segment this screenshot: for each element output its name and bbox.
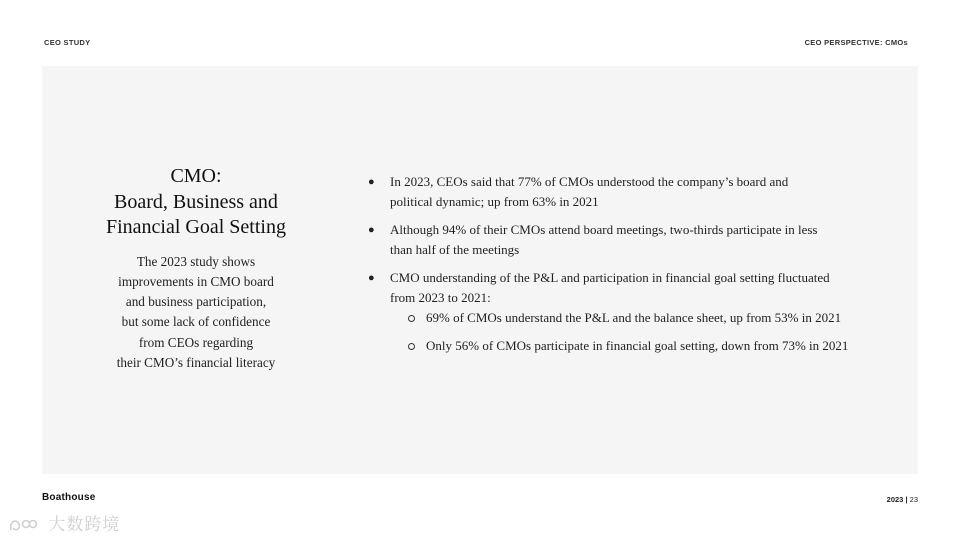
- sub-list-item: [390, 336, 890, 356]
- bullet-icon: ●: [368, 224, 375, 236]
- watermark-text: 大数跨境: [48, 515, 121, 535]
- page-indicator: [887, 495, 918, 504]
- summary-line: and business participation,: [125, 294, 267, 310]
- list-item: [368, 172, 830, 212]
- summary-line: their CMO’s financial literacy: [116, 354, 276, 370]
- sub-bullet-text: Only 56% of CMOs participate in financial goal setting, down from 73% in 2021: [426, 338, 849, 353]
- findings-column: [368, 172, 888, 364]
- findings-list: [368, 172, 888, 356]
- bullet-text: In 2023, CEOs said that 77% of CMOs understood the company’s board and political dynamic; up from 63% in 2021: [390, 174, 789, 209]
- bullet-icon: ●: [368, 272, 375, 284]
- hollow-bullet-icon: [408, 315, 415, 322]
- summary-line: The 2023 study shows: [136, 253, 256, 269]
- list-item: [368, 268, 849, 356]
- sub-list-item: [390, 308, 890, 328]
- bullet-text: Although 94% of their CMOs attend board meetings, two-thirds participate in less than half of the meetings: [390, 222, 818, 257]
- intro-column: [98, 164, 294, 373]
- header-topic-label: CEO PERSPECTIVE: CMOs: [804, 38, 908, 47]
- title-line: Financial Goal Setting: [106, 216, 286, 238]
- slide-title: [98, 164, 294, 241]
- header-section-label: CEO STUDY: [44, 38, 91, 47]
- sub-bullet-text: 69% of CMOs understand the P&L and the balance sheet, up from 53% in 2021: [426, 310, 842, 325]
- bullet-text: CMO understanding of the P&L and participation in financial goal setting fluctuated from 2023 to 2021:: [390, 270, 830, 305]
- list-item: [368, 220, 830, 260]
- title-line: CMO:: [170, 165, 222, 187]
- page-number: 23: [909, 495, 918, 504]
- brand-logo: Boathouse: [42, 492, 96, 503]
- summary-line: improvements in CMO board: [118, 273, 274, 289]
- hollow-bullet-icon: [408, 343, 415, 350]
- summary-line: but some lack of confidence: [121, 314, 271, 330]
- sub-list: [390, 308, 890, 356]
- footer-separator: |: [905, 495, 908, 504]
- watermark-logo-icon: [8, 516, 38, 534]
- summary-text: [98, 252, 294, 374]
- title-line: Board, Business and: [114, 190, 278, 213]
- footer-year: 2023: [886, 495, 904, 504]
- summary-line: from CEOs regarding: [138, 334, 254, 350]
- watermark: [8, 510, 120, 535]
- bullet-icon: ●: [368, 176, 375, 188]
